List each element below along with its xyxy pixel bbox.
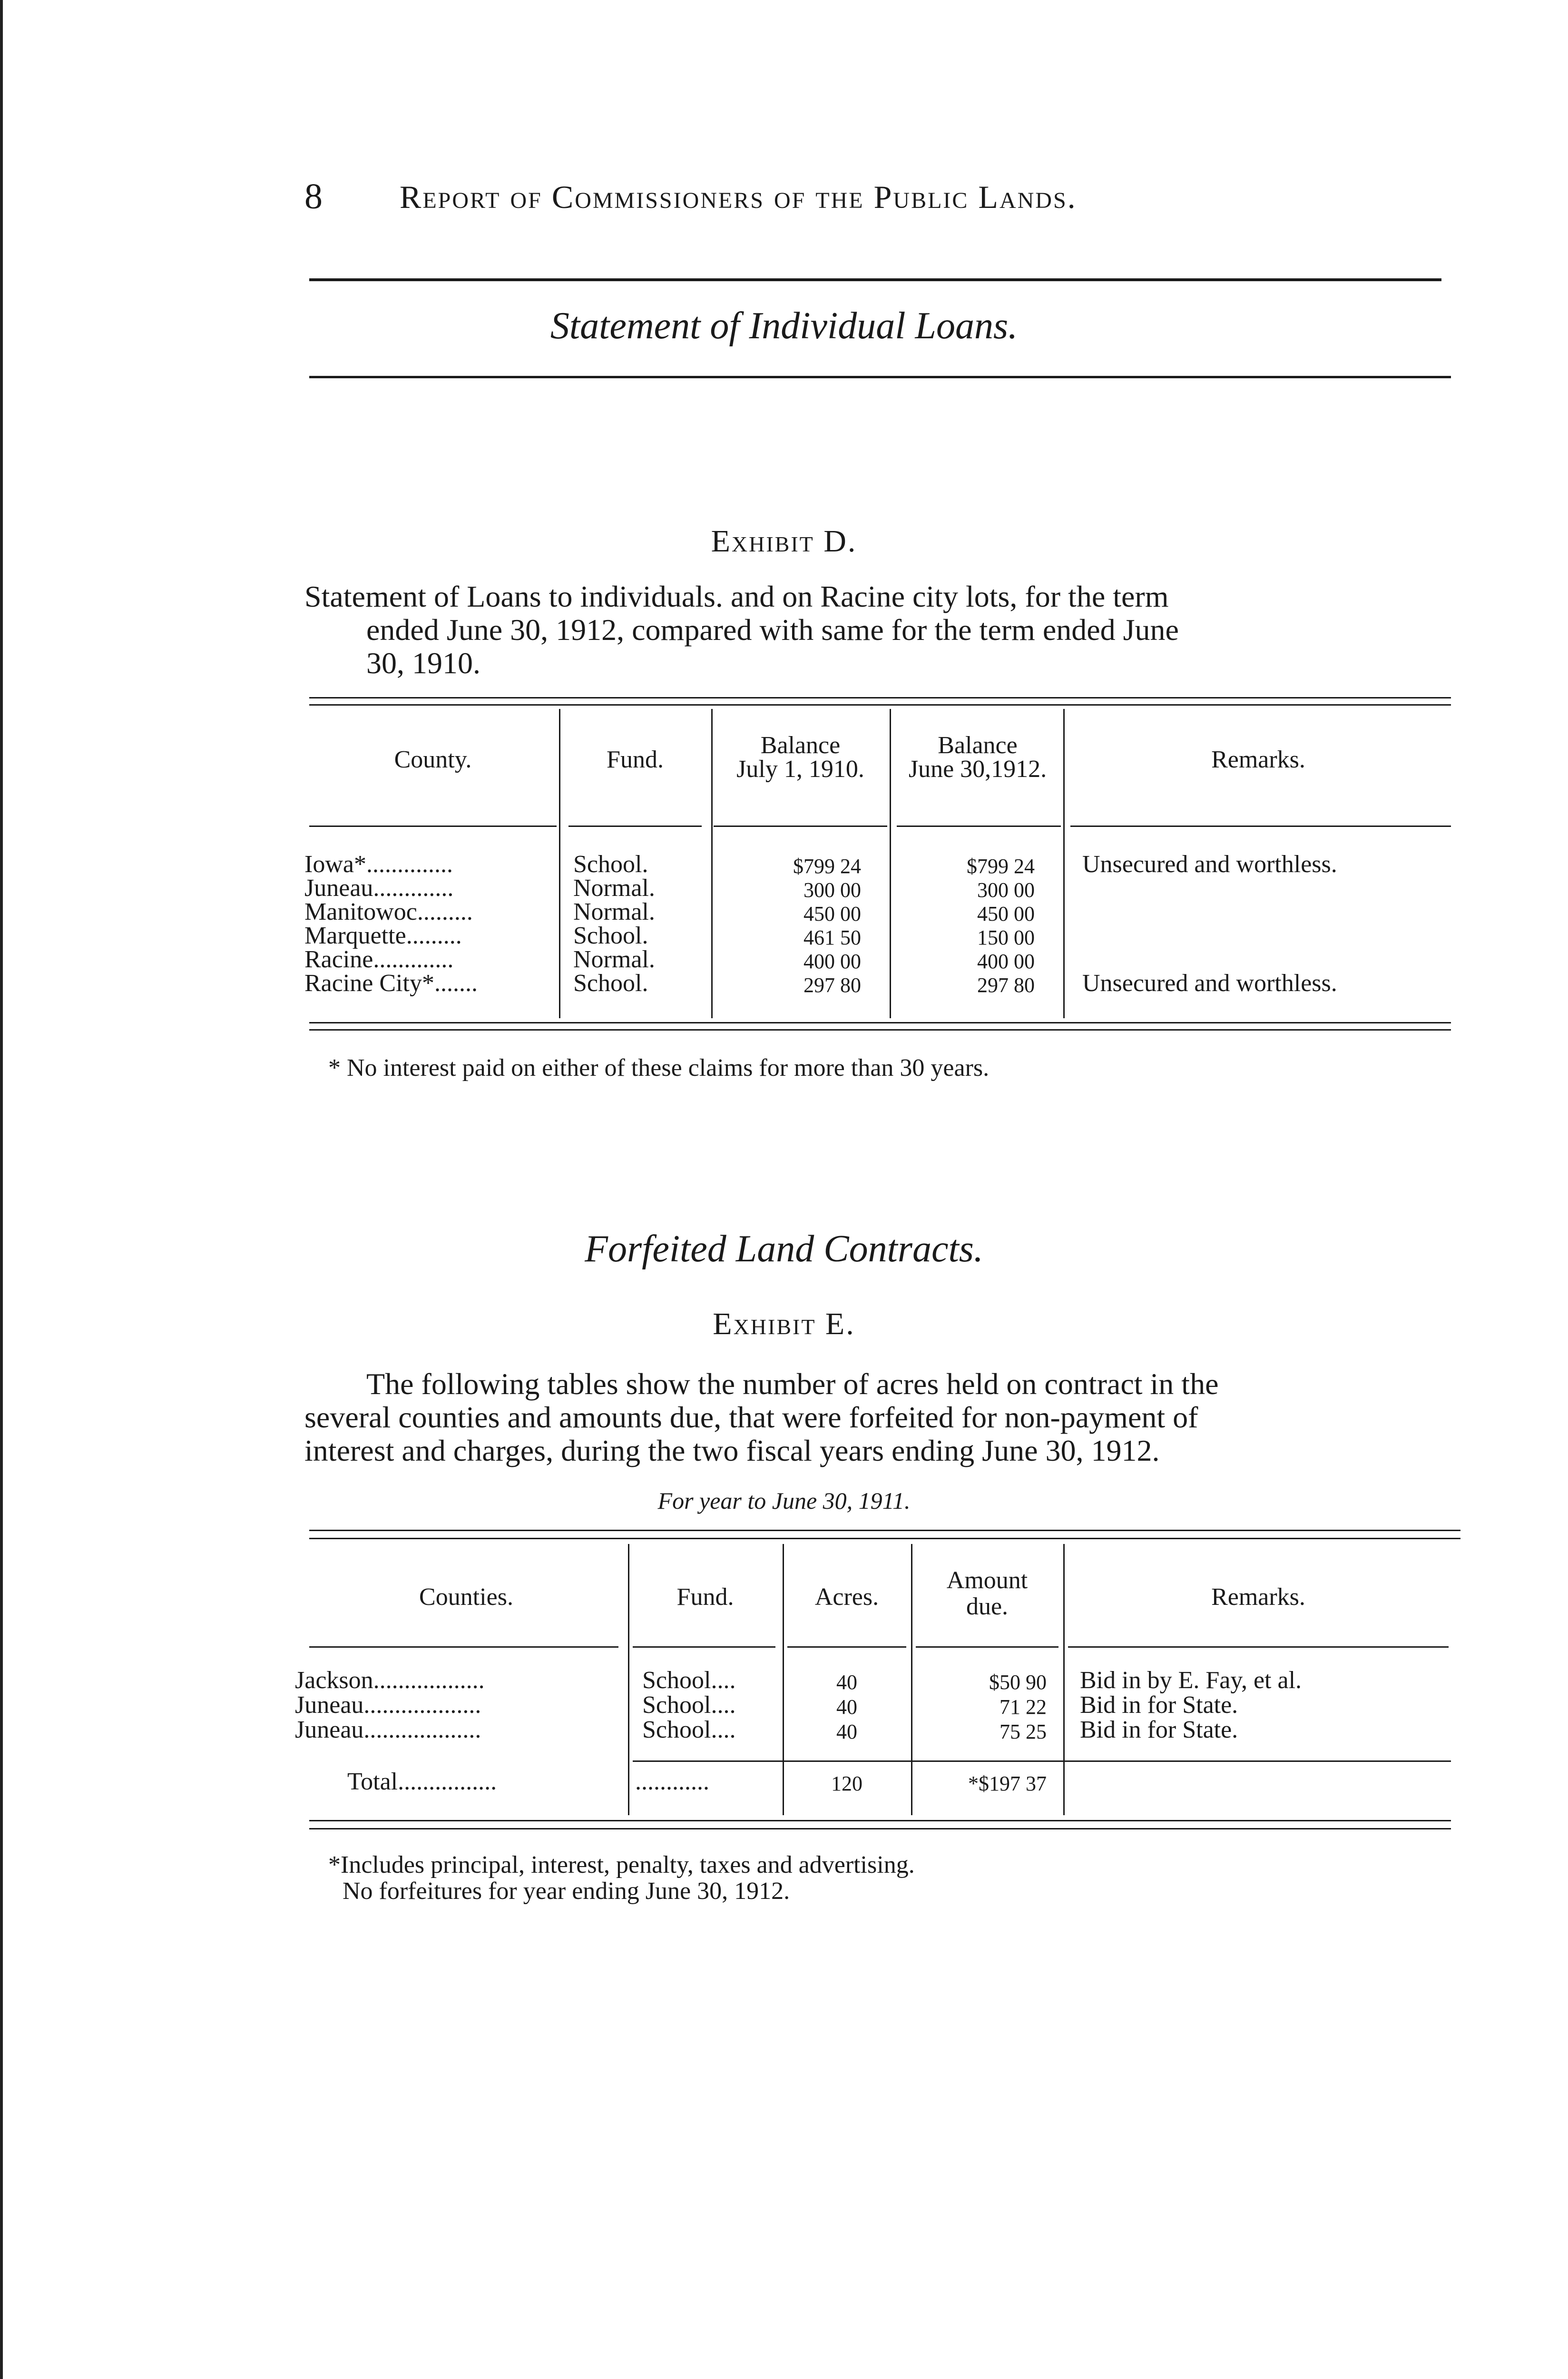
table-d-cell-fund: School. (573, 922, 648, 949)
table-d-head-rule-3 (714, 826, 887, 827)
table-d-cell-county: Juneau............. (304, 875, 454, 902)
exhibit-e-subtitle: For year to June 30, 1911. (657, 1487, 911, 1514)
table-d-cell-balance-1912: 297 80 (977, 973, 1035, 997)
table-d-cell-balance-1910: 450 00 (804, 902, 861, 925)
table-d-header-county: County. (394, 746, 472, 773)
table-d-cell-balance-1910: 300 00 (804, 878, 861, 902)
table-e-cell-fund: School.... (642, 1691, 736, 1719)
table-d-header-fund: Fund. (607, 746, 664, 773)
table-d-cell-balance-1910: 297 80 (804, 973, 861, 997)
table-e-header-counties: Counties. (419, 1583, 513, 1611)
table-d-cell-balance-1912: $799 24 (967, 855, 1035, 878)
table-d-cell-fund: Normal. (573, 898, 655, 925)
table-d-cell-remarks: Unsecured and worthless. (1082, 851, 1337, 878)
table-d-vline-3 (890, 709, 891, 1018)
table-d-rule-bottom-2 (309, 1029, 1451, 1031)
table-d-cell-county: Iowa*.............. (304, 851, 453, 878)
table-e-total-rule (633, 1760, 1451, 1762)
table-e-cell-acres: 40 (836, 1695, 857, 1719)
table-e-header-acres: Acres. (814, 1583, 879, 1611)
table-e-cell-amount: 75 25 (1000, 1720, 1047, 1743)
table-d-head-rule-4 (897, 826, 1061, 827)
table-d-cell-fund: School. (573, 970, 648, 997)
table-e-vline-4 (1063, 1544, 1065, 1815)
table-e-header-remarks: Remarks. (1211, 1583, 1305, 1611)
table-d-rule-bottom-1 (309, 1022, 1451, 1023)
table-e-head-rule-4 (916, 1646, 1058, 1648)
table-d-vline-4 (1063, 709, 1065, 1018)
exhibit-d-intro-line2: ended June 30, 1912, compared with same for the term ended June (366, 613, 1179, 647)
table-e-head-rule-2 (633, 1646, 775, 1648)
table-d-head-rule-1 (309, 826, 557, 827)
table-e-cell-fund: School.... (642, 1667, 736, 1694)
section-rule-top (309, 278, 1441, 281)
table-e-cell-county: Juneau................... (295, 1716, 481, 1743)
table-e-head-rule-1 (309, 1646, 618, 1648)
table-e-cell-acres: 40 (836, 1671, 857, 1694)
exhibit-d-intro-line1: Statement of Loans to individuals. and on Racine city lots, for the term (304, 580, 1169, 613)
exhibit-e-label: Exhibit E. (713, 1307, 855, 1341)
table-d-cell-balance-1912: 400 00 (977, 950, 1035, 973)
table-e-cell-remarks: Bid in for State. (1080, 1716, 1238, 1743)
table-d-cell-county: Manitowoc......... (304, 898, 473, 925)
exhibit-d-footnote: * No interest paid on either of these claims for more than 30 years. (328, 1054, 990, 1081)
exhibit-e-footnote-2: No forfeitures for year ending June 30, 1912. (343, 1878, 790, 1905)
scan-left-edge (0, 0, 3, 2379)
table-e-head-rule-3 (787, 1646, 906, 1648)
table-d-rule-top-1 (309, 697, 1451, 698)
table-e-header-fund: Fund. (676, 1583, 734, 1611)
table-e-vline-2 (783, 1544, 784, 1815)
table-d-cell-county: Marquette......... (304, 922, 462, 949)
table-e-cell-county: Juneau................... (295, 1691, 481, 1719)
table-d-cell-balance-1910: $799 24 (793, 855, 861, 878)
table-e-rule-bottom-1 (309, 1820, 1451, 1821)
table-d-cell-fund: Normal. (573, 875, 655, 902)
table-e-total-fund: ............ (635, 1768, 709, 1795)
table-e-cell-amount: $50 90 (989, 1671, 1047, 1694)
table-d-cell-county: Racine............. (304, 946, 454, 973)
section-title-individual-loans: Statement of Individual Loans. (550, 305, 1018, 347)
table-e-total-label: Total................ (347, 1768, 497, 1795)
table-e-rule-top-1 (309, 1530, 1460, 1531)
table-d-cell-county: Racine City*....... (304, 970, 478, 997)
table-d-cell-balance-1912: 300 00 (977, 878, 1035, 902)
section-title-forfeited-contracts: Forfeited Land Contracts. (585, 1228, 983, 1270)
table-e-total-acres: 120 (831, 1772, 862, 1795)
table-e-head-rule-5 (1068, 1646, 1449, 1648)
table-e-vline-1 (628, 1544, 629, 1815)
section-rule-bottom (309, 376, 1451, 378)
table-d-cell-balance-1910: 461 50 (804, 926, 861, 949)
page-number: 8 (304, 177, 323, 216)
table-e-total-amount: *$197 37 (968, 1772, 1047, 1795)
table-e-header-amount: Amount (946, 1567, 1028, 1594)
exhibit-e-footnote-1: *Includes principal, interest, penalty, taxes and advertising. (328, 1851, 915, 1878)
table-d-rule-top-2 (309, 704, 1451, 706)
exhibit-d-intro-line3: 30, 1910. (366, 646, 480, 680)
table-e-header-due: due. (966, 1593, 1009, 1620)
table-d-cell-remarks: Unsecured and worthless. (1082, 970, 1337, 997)
table-d-header-date2: June 30,1912. (908, 756, 1047, 783)
table-e-rule-bottom-2 (309, 1828, 1451, 1829)
table-e-cell-amount: 71 22 (1000, 1695, 1047, 1719)
table-d-header-balance1: Balance (760, 732, 841, 759)
table-d-head-rule-5 (1070, 826, 1451, 827)
exhibit-e-intro-line2: several counties and amounts due, that were forfeited for non-payment of (304, 1400, 1198, 1434)
table-d-cell-balance-1912: 150 00 (977, 926, 1035, 949)
table-d-cell-fund: School. (573, 851, 648, 878)
table-e-cell-fund: School.... (642, 1716, 736, 1743)
table-e-vline-3 (911, 1544, 912, 1815)
table-d-header-remarks: Remarks. (1211, 746, 1305, 773)
table-e-cell-remarks: Bid in by E. Fay, et al. (1080, 1667, 1302, 1694)
exhibit-e-intro-line3: interest and charges, during the two fiscal years ending June 30, 1912. (304, 1434, 1160, 1467)
table-d-cell-balance-1912: 450 00 (977, 902, 1035, 925)
table-d-vline-2 (711, 709, 713, 1018)
table-d-cell-fund: Normal. (573, 946, 655, 973)
table-e-rule-top-2 (309, 1538, 1460, 1539)
table-e-cell-remarks: Bid in for State. (1080, 1691, 1238, 1719)
running-title: Report of Commissioners of the Public Lands. (400, 179, 1077, 215)
table-e-cell-county: Jackson.................. (295, 1667, 485, 1694)
table-d-head-rule-2 (568, 826, 702, 827)
table-d-header-balance2: Balance (938, 732, 1018, 759)
table-e-cell-acres: 40 (836, 1720, 857, 1743)
table-d-cell-balance-1910: 400 00 (804, 950, 861, 973)
exhibit-d-label: Exhibit D. (711, 524, 857, 559)
exhibit-e-intro-line1: The following tables show the number of acres held on contract in the (366, 1367, 1219, 1401)
table-d-header-date1: July 1, 1910. (736, 756, 864, 783)
